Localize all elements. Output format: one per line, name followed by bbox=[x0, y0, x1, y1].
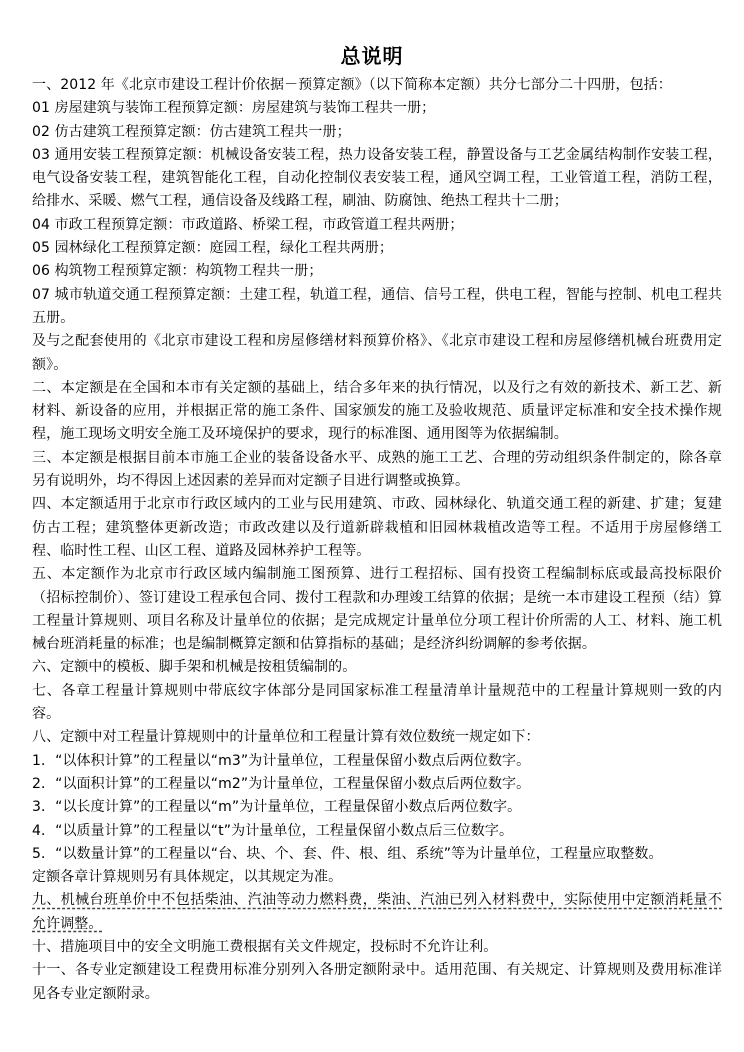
paragraph-section-7: 七、各章工程量计算规则中带底纹字体部分是同国家标准工程量清单计量规范中的工程量计算规则一致的内容。 bbox=[32, 682, 722, 723]
paragraph-rule-3: 3．“以长度计算”的工程量以“m”为计量单位，工程量保留小数点后两位数字。 bbox=[32, 799, 522, 816]
paragraph-volume-03: 03 通用安装工程预算定额：机械设备安装工程，热力设备安装工程，静置设备与工艺金属结构制作安装工程，电气设备安装工程，建筑智能化工程，自动化控制仪表安装工程，通风空调工程，工业管道工程，消防工程，给排水、采暖、燃气工程，通信设备及线路工程，刷油、防腐蚀、绝热工程共十二册； bbox=[32, 146, 722, 210]
paragraph-section-11: 十一、各专业定额建设工程费用标准分别列入各册定额附录中。适用范围、有关规定、计算规则及费用标准详见各专业定额附录。 bbox=[32, 962, 722, 1002]
paragraph-rule-2: 2．“以面积计算”的工程量以“m2”为计量单位，工程量保留小数点后两位数字。 bbox=[32, 775, 531, 792]
paragraph-volume-07: 07 城市轨道交通工程预算定额：土建工程，轨道工程，通信、信号工程，供电工程，智能与控制、机电工程共五册。 bbox=[32, 286, 722, 326]
paragraph-section-3: 三、本定额是根据目前本市施工企业的装备设备水平、成熟的施工工艺、合理的劳动组织条件制定的，除各章另有说明外，均不得因上述因素的差异而对定额子目进行调整或换算。 bbox=[32, 449, 722, 490]
paragraph-volume-06: 06 构筑物工程预算定额：构筑物工程共一册； bbox=[32, 263, 323, 280]
paragraph-rule-note: 定额各章计算规则另有具体规定，以其规定为准。 bbox=[32, 869, 343, 886]
paragraph-volume-04: 04 市政工程预算定额：市政道路、桥梁工程，市政管道工程共两册； bbox=[32, 216, 464, 233]
paragraph-intro: 一、2012 年《北京市建设工程计价依据－预算定额》（以下简称本定额）共分七部分二十四册，包括： bbox=[32, 77, 672, 93]
paragraph-section-6: 六、定额中的模板、脚手架和机械是按租赁编制的。 bbox=[32, 659, 357, 676]
paragraph-section-5: 五、本定额作为北京市行政区域内编制施工图预算、进行工程招标、国有投资工程编制标底或最高投标限价（招标控制价）、签订建设工程承包合同、拨付工程款和办理竣工结算的依据；是统一本市建设工程预（结）算工程量计算规则、项目名称及计量单位的依据；是完成规定计量单位分项工程计价所需的人工、材料、施工机械台班消耗量的标准；也是编制概算定额和估算指标的基础；是经济纠纷调解的参考依据。 bbox=[32, 566, 722, 653]
paragraph-volume-01: 01 房屋建筑与装饰工程预算定额：房屋建筑与装饰工程共一册； bbox=[32, 100, 436, 117]
paragraph-section-10: 十、措施项目中的安全文明施工费根据有关文件规定，投标时不允许让利。 bbox=[32, 938, 498, 955]
page-title: 总说明 bbox=[340, 44, 404, 68]
paragraph-volume-02: 02 仿古建筑工程预算定额：仿古建筑工程共一册； bbox=[32, 123, 351, 140]
paragraph-rule-5: 5．“以数量计算”的工程量以“台、块、个、套、件、根、组、系统”等为计量单位，工程量应取整数。 bbox=[32, 845, 663, 862]
paragraph-section-9: 九、机械台班单价中不包括柴油、汽油等动力燃料费，柴油、汽油已列入材料费中，实际使用中定额消耗量不允许调整。 bbox=[32, 892, 722, 932]
paragraph-rule-4: 4．“以质量计算”的工程量以“t”为计量单位，工程量保留小数点后三位数字。 bbox=[32, 822, 514, 839]
paragraph-supplement: 及与之配套使用的《北京市建设工程和房屋修缮材料预算价格》、《北京市建设工程和房屋修缮机械台班费用定额》。 bbox=[32, 333, 722, 373]
paragraph-rule-1: 1．“以体积计算”的工程量以“m3”为计量单位，工程量保留小数点后两位数字。 bbox=[32, 752, 531, 769]
paragraph-volume-05: 05 园林绿化工程预算定额：庭园工程，绿化工程共两册； bbox=[32, 240, 393, 257]
document-body bbox=[32, 74, 722, 1006]
paragraph-section-8: 八、定额中对工程量计算规则中的计量单位和工程量计算有效位数统一规定如下： bbox=[32, 729, 540, 746]
paragraph-section-4: 四、本定额适用于北京市行政区域内的工业与民用建筑、市政、园林绿化、轨道交通工程的新建、扩建；复建仿古工程；建筑整体更新改造；市政改建以及行道新辟栽植和旧园林栽植改造等工程。不适用于房屋修缮工程、临时性工程、山区工程、道路及园林养护工程等。 bbox=[32, 496, 722, 559]
paragraph-section-2: 二、本定额是在全国和本市有关定额的基础上，结合多年来的执行情况，以及行之有效的新技术、新工艺、新材料、新设备的应用，并根据正常的施工条件、国家颁发的施工及验收规范、质量评定标准和安全技术操作规程，施工现场文明安全施工及环境保护的要求，现行的标准图、通用图等为依据编制。 bbox=[32, 379, 722, 443]
